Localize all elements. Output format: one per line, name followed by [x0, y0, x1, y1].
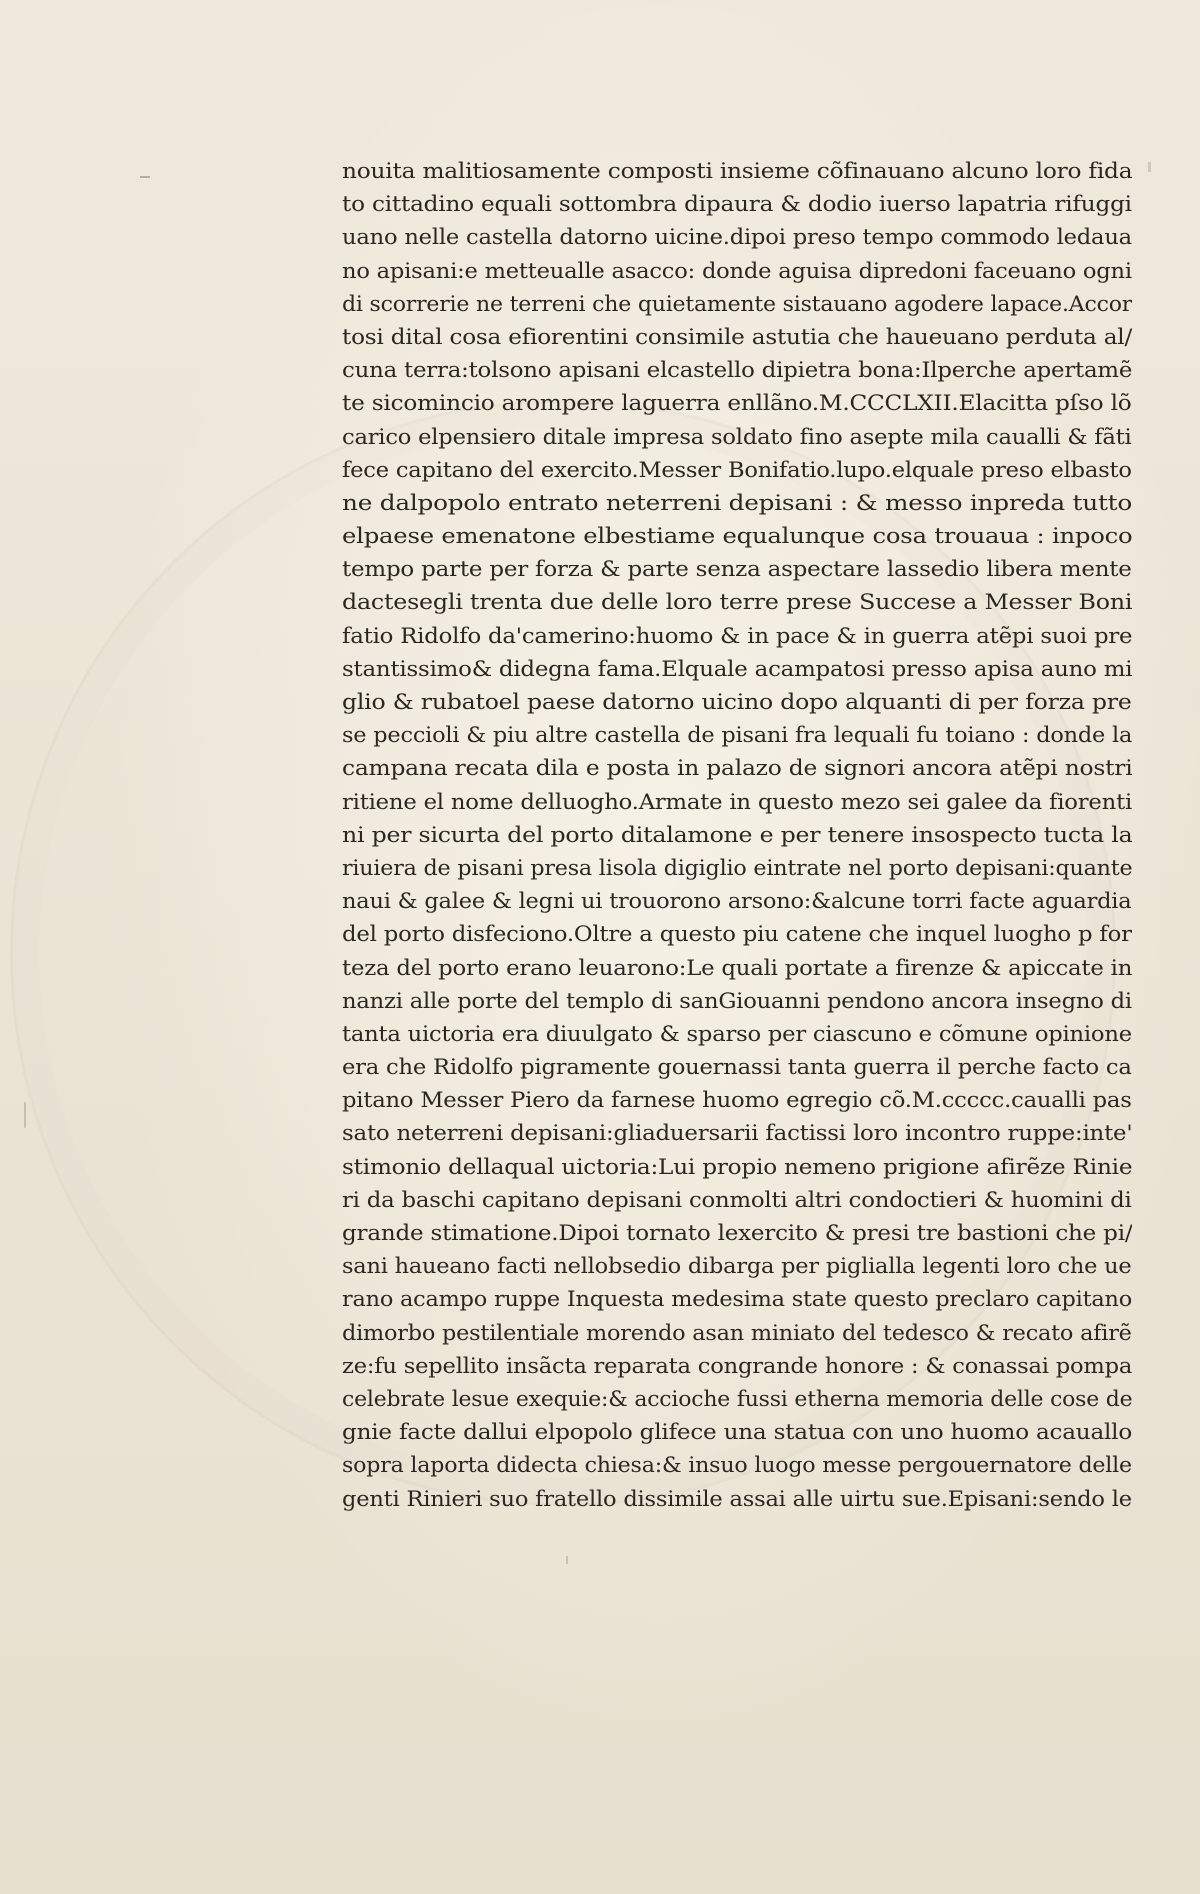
text-line: era che Ridolfo pigramente gouernassi tanta guerra il perche facto ca	[342, 1055, 1132, 1081]
text-line: elpaese emenatone elbestiame equalunque cosa trouaua : inpoco	[342, 524, 1132, 550]
text-line: ri da baschi capitano depisani conmolti altri condoctieri & huomini di	[342, 1187, 1132, 1213]
text-line: te sicomincio arompere laguerra enllãno.M.CCCLXII.Elacitta pſso lõ	[342, 391, 1132, 417]
text-line: ni per sicurta del porto ditalamone e per tenere insospecto tucta la	[342, 822, 1132, 848]
text-line: sani haueano facti nellobsedio dibarga per piglialla legenti loro che ue	[342, 1254, 1132, 1280]
text-block	[342, 155, 1132, 1550]
text-line: teza del porto erano leuarono:Le quali portate a firenze & apiccate in	[342, 955, 1132, 981]
text-line: no apisani:e metteualle asacco: donde aguisa dipredoni faceuano ogni	[342, 258, 1132, 284]
text-line: uano nelle castella datorno uicine.dipoi preso tempo commodo ledaua	[342, 225, 1132, 251]
text-line: fece capitano del exercito.Messer Bonifatio.lupo.elquale preso elbasto	[342, 457, 1132, 483]
margin-ink-mark	[24, 1102, 26, 1128]
text-line: tanta uictoria era diuulgato & sparso per ciascuno e cõmune opinione	[342, 1021, 1132, 1047]
text-line: pitano Messer Piero da farnese huomo egregio cõ.M.ccccc.caualli pas	[342, 1088, 1132, 1114]
text-line: dactesegli trenta due delle loro terre prese Succese a Messer Boni	[342, 590, 1132, 616]
text-line: sato neterreni depisani:gliaduersarii factissi loro incontro ruppe:inte'	[342, 1121, 1132, 1147]
text-line: se peccioli & piu altre castella de pisani fra lequali fu toiano : donde la	[342, 723, 1132, 749]
text-line: nouita malitiosamente composti insieme cõfinauano alcuno loro fida	[342, 159, 1132, 184]
text-line: fatio Ridolfo da'camerino:huomo & in pace & in guerra atẽpi suoi pre	[342, 623, 1132, 649]
margin-ink-mark	[566, 1556, 568, 1564]
text-line: cuna terra:tolsono apisani elcastello dipietra bona:Ilperche apertamẽ	[342, 358, 1132, 384]
text-line: ne dalpopolo entrato neterreni depisani : & messo inpreda tutto	[342, 490, 1132, 516]
text-line: tosi dital cosa efiorentini consimile astutia che haueuano perduta al/	[342, 324, 1132, 350]
text-line: rano acampo ruppe Inquesta medesima state questo preclaro capitano	[342, 1287, 1132, 1313]
text-line: campana recata dila e posta in palazo de signori ancora atẽpi nostri	[342, 756, 1132, 782]
text-line: dimorbo pestilentiale morendo asan miniato del tedesco & recato afirẽ	[342, 1320, 1132, 1346]
text-line: di scorrerie ne terreni che quietamente sistauano agodere lapace.Accor	[342, 291, 1132, 317]
text-line: naui & galee & legni ui trouorono arsono:&alcune torri facte aguardia	[342, 889, 1132, 915]
text-line: celebrate lesue exequie:& accioche fussi etherna memoria delle cose de	[342, 1386, 1132, 1412]
text-line: carico elpensiero ditale impresa soldato fino asepte mila caualli & fãti	[342, 424, 1132, 450]
text-line: glio & rubatoel paese datorno uicino dopo alquanti di per forza pre	[342, 690, 1132, 715]
text-line: ze:fu sepellito insãcta reparata congrande honore : & conassai pompa	[342, 1353, 1132, 1379]
text-line: grande stimatione.Dipoi tornato lexercito & presi tre bastioni che pi/	[342, 1221, 1132, 1246]
text-line: to cittadino equali sottombra dipaura & dodio iuerso lapatria rifuggi	[342, 192, 1132, 218]
text-line: del porto disfeciono.Oltre a questo piu catene che inquel luogho p for	[342, 922, 1132, 948]
text-line: ritiene el nome delluogho.Armate in questo mezo sei galee da fiorenti	[342, 789, 1132, 815]
text-line: sopra laporta didecta chiesa:& insuo luogo messe pergouernatore delle	[342, 1453, 1132, 1479]
text-line: stantissimo& didegna fama.Elquale acampatosi presso apisa auno mi	[342, 656, 1132, 682]
text-line: stimonio dellaqual uictoria:Lui propio nemeno prigione afirẽze Rinie	[342, 1154, 1132, 1180]
margin-ink-mark	[1148, 162, 1151, 172]
text-line: riuiera de pisani presa lisola digiglio eintrate nel porto depisani:quante	[342, 855, 1132, 881]
text-line: nanzi alle porte del templo di sanGiouanni pendono ancora insegno di	[342, 988, 1132, 1014]
text-line: tempo parte per forza & parte senza aspectare lassedio libera mente	[342, 557, 1132, 583]
text-line: gnie facte dallui elpopolo glifece una statua con uno huomo acauallo	[342, 1420, 1132, 1446]
text-line: genti Rinieri suo fratello dissimile assai alle uirtu sue.Episani:sendo le	[342, 1486, 1132, 1512]
margin-ink-mark	[140, 176, 150, 178]
